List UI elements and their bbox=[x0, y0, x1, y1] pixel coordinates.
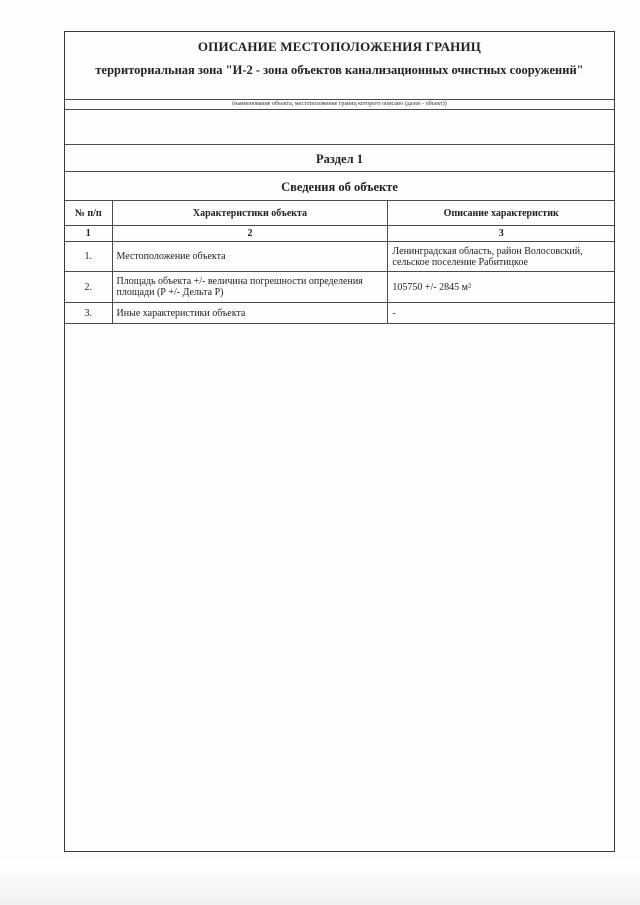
document-subtitle: территориальная зона "И-2 - зона объектов канализационных очистных сооружений" bbox=[95, 63, 584, 77]
row-description: - bbox=[388, 303, 614, 324]
header-num: № п/п bbox=[65, 201, 112, 226]
table-row bbox=[65, 272, 614, 303]
column-number: 1 bbox=[65, 226, 112, 242]
header-characteristic: Характеристики объекта bbox=[112, 201, 388, 226]
row-characteristic: Площадь объекта +/- величина погрешности определения площади (Р +/- Дельта Р) bbox=[112, 272, 388, 303]
scan-edge-shadow bbox=[0, 860, 640, 905]
row-number: 1. bbox=[65, 242, 112, 272]
row-characteristic: Иные характеристики объекта bbox=[112, 303, 388, 324]
table-row bbox=[65, 303, 614, 324]
object-info-table bbox=[65, 201, 614, 324]
row-description: Ленинградская область, район Волосовский, сельское поселение Рабитицкое bbox=[388, 242, 614, 272]
table-row bbox=[65, 242, 614, 272]
column-number: 2 bbox=[112, 226, 388, 242]
table-header-row bbox=[65, 201, 614, 226]
section-subtitle: Сведения об объекте bbox=[65, 172, 614, 201]
row-number: 2. bbox=[65, 272, 112, 303]
document-title: ОПИСАНИЕ МЕСТОПОЛОЖЕНИЯ ГРАНИЦ bbox=[197, 39, 482, 54]
column-number-row bbox=[65, 226, 614, 242]
header-description: Описание характеристик bbox=[388, 201, 614, 226]
spacer-row bbox=[65, 110, 614, 144]
row-description: 105750 +/- 2845 м² bbox=[388, 272, 614, 303]
row-characteristic: Местоположение объекта bbox=[112, 242, 388, 272]
title-block bbox=[65, 32, 614, 100]
section-title: Раздел 1 bbox=[65, 144, 614, 172]
document-frame bbox=[64, 31, 615, 852]
row-number: 3. bbox=[65, 303, 112, 324]
object-name-note: (наименование объекта, местоположение границ которого описано (далее - объект)) bbox=[65, 100, 614, 110]
column-number: 3 bbox=[388, 226, 614, 242]
